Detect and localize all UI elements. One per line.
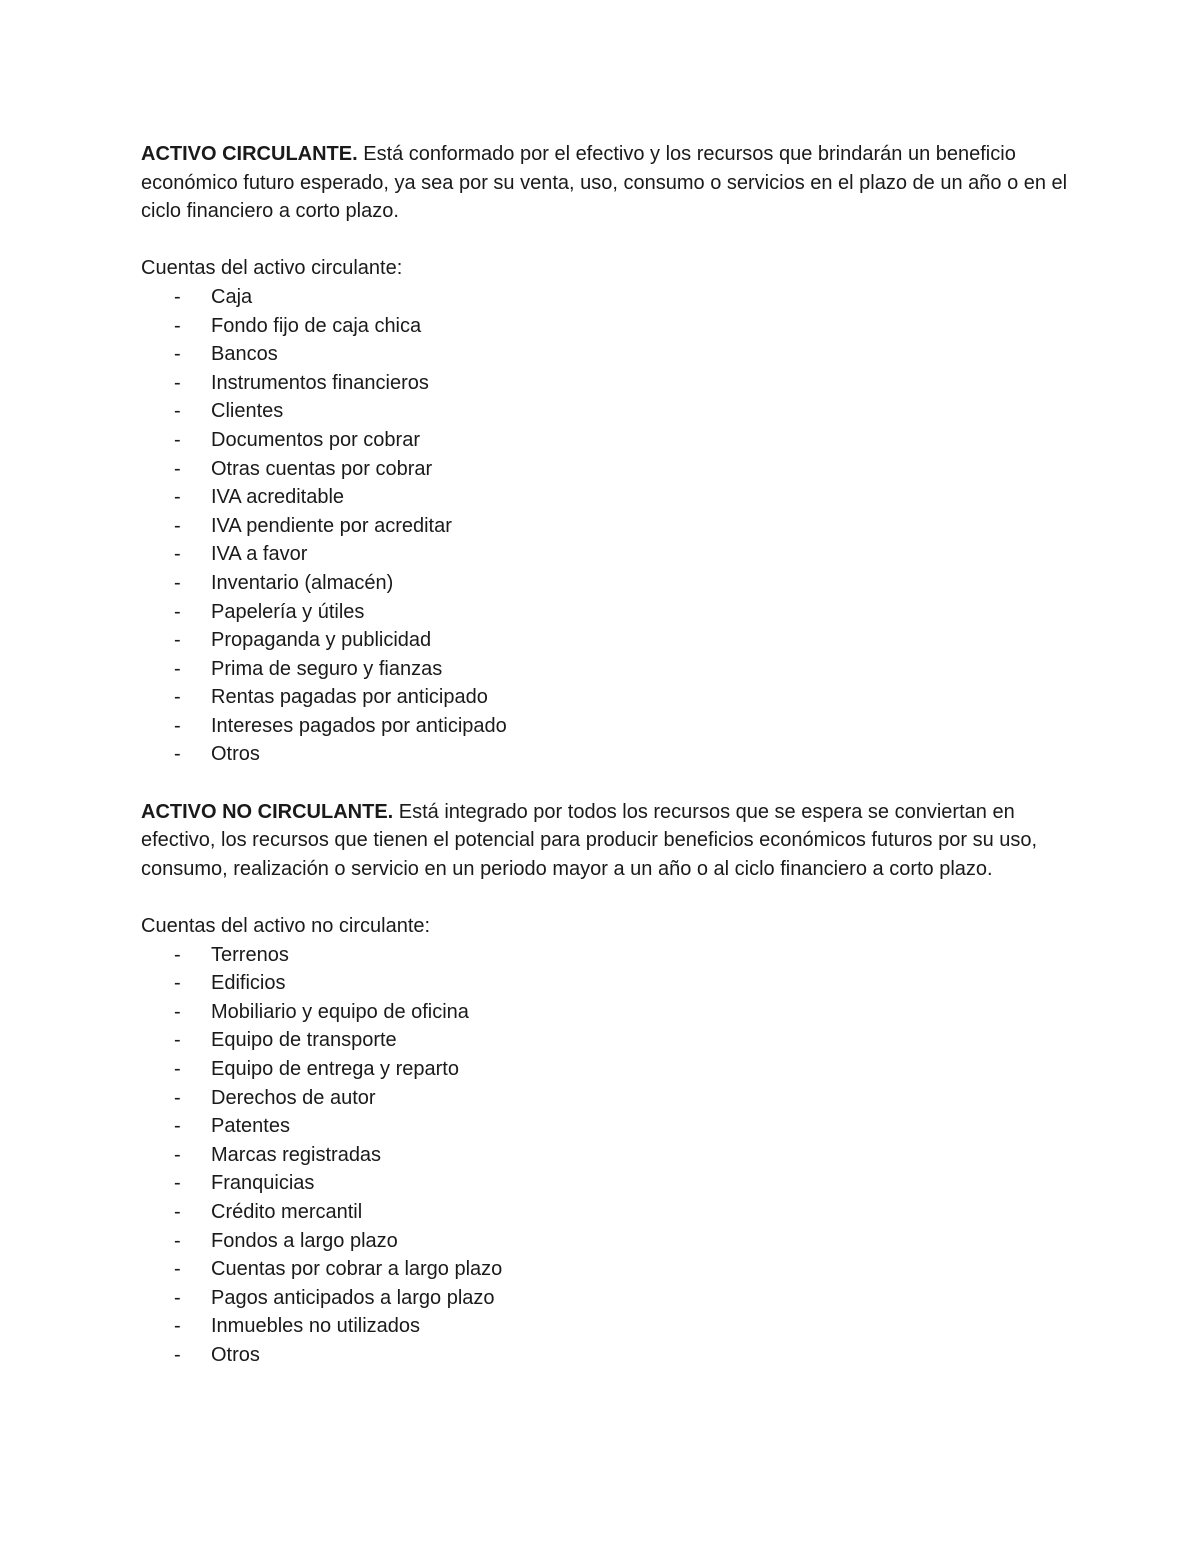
section-description: Está conformado por el efectivo y los recursos que brindarán un beneficio económico futuro esperado, ya sea por su venta, uso, consumo o servicios en el plazo de un año o en el ciclo financiero a corto plazo. [141, 143, 1068, 223]
list-item-label: Otros [211, 743, 260, 766]
list-item-label: Prima de seguro y fianzas [211, 657, 443, 680]
list-item-label: Fondos a largo plazo [211, 1229, 398, 1252]
list-item-label: IVA acreditable [211, 486, 345, 509]
list-bullet-dash: - [174, 486, 181, 509]
list-item [141, 540, 1071, 569]
list-bullet-dash: - [174, 314, 181, 337]
list-item [141, 455, 1071, 484]
list-bullet-dash: - [174, 371, 181, 394]
list-item-label: Equipo de transporte [211, 1029, 397, 1052]
list-item [141, 1255, 1071, 1284]
list-item [141, 1055, 1071, 1084]
list-item-label: IVA pendiente por acreditar [211, 514, 452, 537]
list-bullet-dash: - [174, 972, 181, 995]
list-item [141, 598, 1071, 627]
list-bullet-dash: - [174, 943, 181, 966]
list-item [141, 1026, 1071, 1055]
list-item [141, 397, 1071, 426]
list-item-label: Terrenos [211, 943, 289, 966]
list-item-label: Derechos de autor [211, 1086, 376, 1109]
list-item-label: Edificios [211, 972, 286, 995]
list-bullet-dash: - [174, 543, 181, 566]
list-item [141, 369, 1071, 398]
list-item-label: Intereses pagados por anticipado [211, 714, 507, 737]
list-item-label: Rentas pagadas por anticipado [211, 686, 488, 709]
list-bullet-dash: - [174, 1029, 181, 1052]
list-bullet-dash: - [174, 514, 181, 537]
list-title: Cuentas del activo circulante: [141, 257, 403, 280]
list-bullet-dash: - [174, 714, 181, 737]
list-bullet-dash: - [174, 1058, 181, 1080]
paragraph-spacer [141, 226, 1071, 255]
list-item-label: Documentos por cobrar [211, 428, 420, 451]
list-item-label: Pagos anticipados a largo plazo [211, 1286, 495, 1309]
list-item-label: Papelería y útiles [211, 600, 365, 623]
list-bullet-dash: - [174, 1115, 181, 1138]
list-item-label: Caja [211, 285, 253, 308]
section-heading: ACTIVO NO CIRCULANTE. [141, 800, 394, 823]
list-title: Cuentas del activo no circulante: [141, 915, 431, 938]
list-item [141, 969, 1071, 998]
list-item [141, 312, 1071, 341]
list-bullet-dash: - [174, 428, 181, 451]
activo-circulante-list [141, 283, 1071, 769]
list-item-label: Fondo fijo de caja chica [211, 314, 422, 337]
list-item-label: Inventario (almacén) [211, 571, 394, 594]
list-item-label: Crédito mercantil [211, 1200, 363, 1223]
list-item [141, 1312, 1071, 1341]
list-bullet-dash: - [174, 1286, 181, 1309]
list-item-label: Cuentas por cobrar a largo plazo [211, 1258, 503, 1281]
list-bullet-dash: - [174, 1229, 181, 1252]
list-item-label: Patentes [211, 1115, 290, 1138]
list-bullet-dash: - [174, 1143, 181, 1166]
list-item [141, 655, 1071, 684]
list-bullet-dash: - [174, 1172, 181, 1195]
list-item [141, 941, 1071, 970]
list-item-label: Otras cuentas por cobrar [211, 457, 433, 480]
list-item [141, 1341, 1071, 1370]
list-item [141, 1284, 1071, 1313]
section-description: Está integrado por todos los recursos que se espera se conviertan en efectivo, los recursos que tienen el potencial para producir beneficios económicos futuros por su uso, consumo, realización o servicio en un periodo mayor a un año o al ciclo financiero a corto plazo. [141, 800, 1038, 880]
list-item [141, 283, 1071, 312]
list-item [141, 569, 1071, 598]
list-item-label: Equipo de entrega y reparto [211, 1058, 459, 1080]
section-activo-no-circulante-paragraph [141, 798, 1071, 884]
list-bullet-dash: - [174, 1315, 181, 1338]
list-bullet-dash: - [174, 1200, 181, 1223]
list-item [141, 740, 1071, 769]
list-bullet-dash: - [174, 686, 181, 709]
list-item [141, 1112, 1071, 1141]
paragraph-spacer [141, 769, 1071, 798]
list-item-label: IVA a favor [211, 543, 308, 566]
list-item [141, 683, 1071, 712]
list-bullet-dash: - [174, 1086, 181, 1109]
list-item [141, 340, 1071, 369]
list-item-label: Clientes [211, 400, 284, 423]
list-bullet-dash: - [174, 400, 181, 423]
list-item [141, 483, 1071, 512]
section-activo-circulante-paragraph [141, 140, 1071, 226]
list-bullet-dash: - [174, 657, 181, 680]
list-bullet-dash: - [174, 629, 181, 652]
list-bullet-dash: - [174, 743, 181, 766]
list-bullet-dash: - [174, 571, 181, 594]
document-content [141, 140, 1071, 1370]
list-bullet-dash: - [174, 285, 181, 308]
list-item [141, 1141, 1071, 1170]
list-item-label: Franquicias [211, 1172, 315, 1195]
list-item [141, 426, 1071, 455]
list-bullet-dash: - [174, 457, 181, 480]
list-item [141, 626, 1071, 655]
list-item-label: Marcas registradas [211, 1143, 382, 1166]
list-bullet-dash: - [174, 343, 181, 366]
list-item [141, 1227, 1071, 1256]
list-item [141, 1169, 1071, 1198]
list-bullet-dash: - [174, 1000, 181, 1023]
list-item [141, 1084, 1071, 1113]
list-bullet-dash: - [174, 1258, 181, 1281]
list-item-label: Inmuebles no utilizados [211, 1315, 421, 1338]
list-bullet-dash: - [174, 1343, 181, 1366]
paragraph-spacer [141, 883, 1071, 912]
list-bullet-dash: - [174, 600, 181, 623]
list-item-label: Otros [211, 1343, 260, 1366]
list-item-label: Bancos [211, 343, 278, 366]
section-heading: ACTIVO CIRCULANTE. [141, 143, 358, 165]
list-item [141, 1198, 1071, 1227]
list-item-label: Mobiliario y equipo de oficina [211, 1000, 469, 1023]
list-item [141, 998, 1071, 1027]
list-item [141, 712, 1071, 741]
list-item-label: Propaganda y publicidad [211, 629, 432, 652]
list-item [141, 512, 1071, 541]
activo-no-circulante-list [141, 941, 1071, 1370]
list-item-label: Instrumentos financieros [211, 371, 429, 394]
